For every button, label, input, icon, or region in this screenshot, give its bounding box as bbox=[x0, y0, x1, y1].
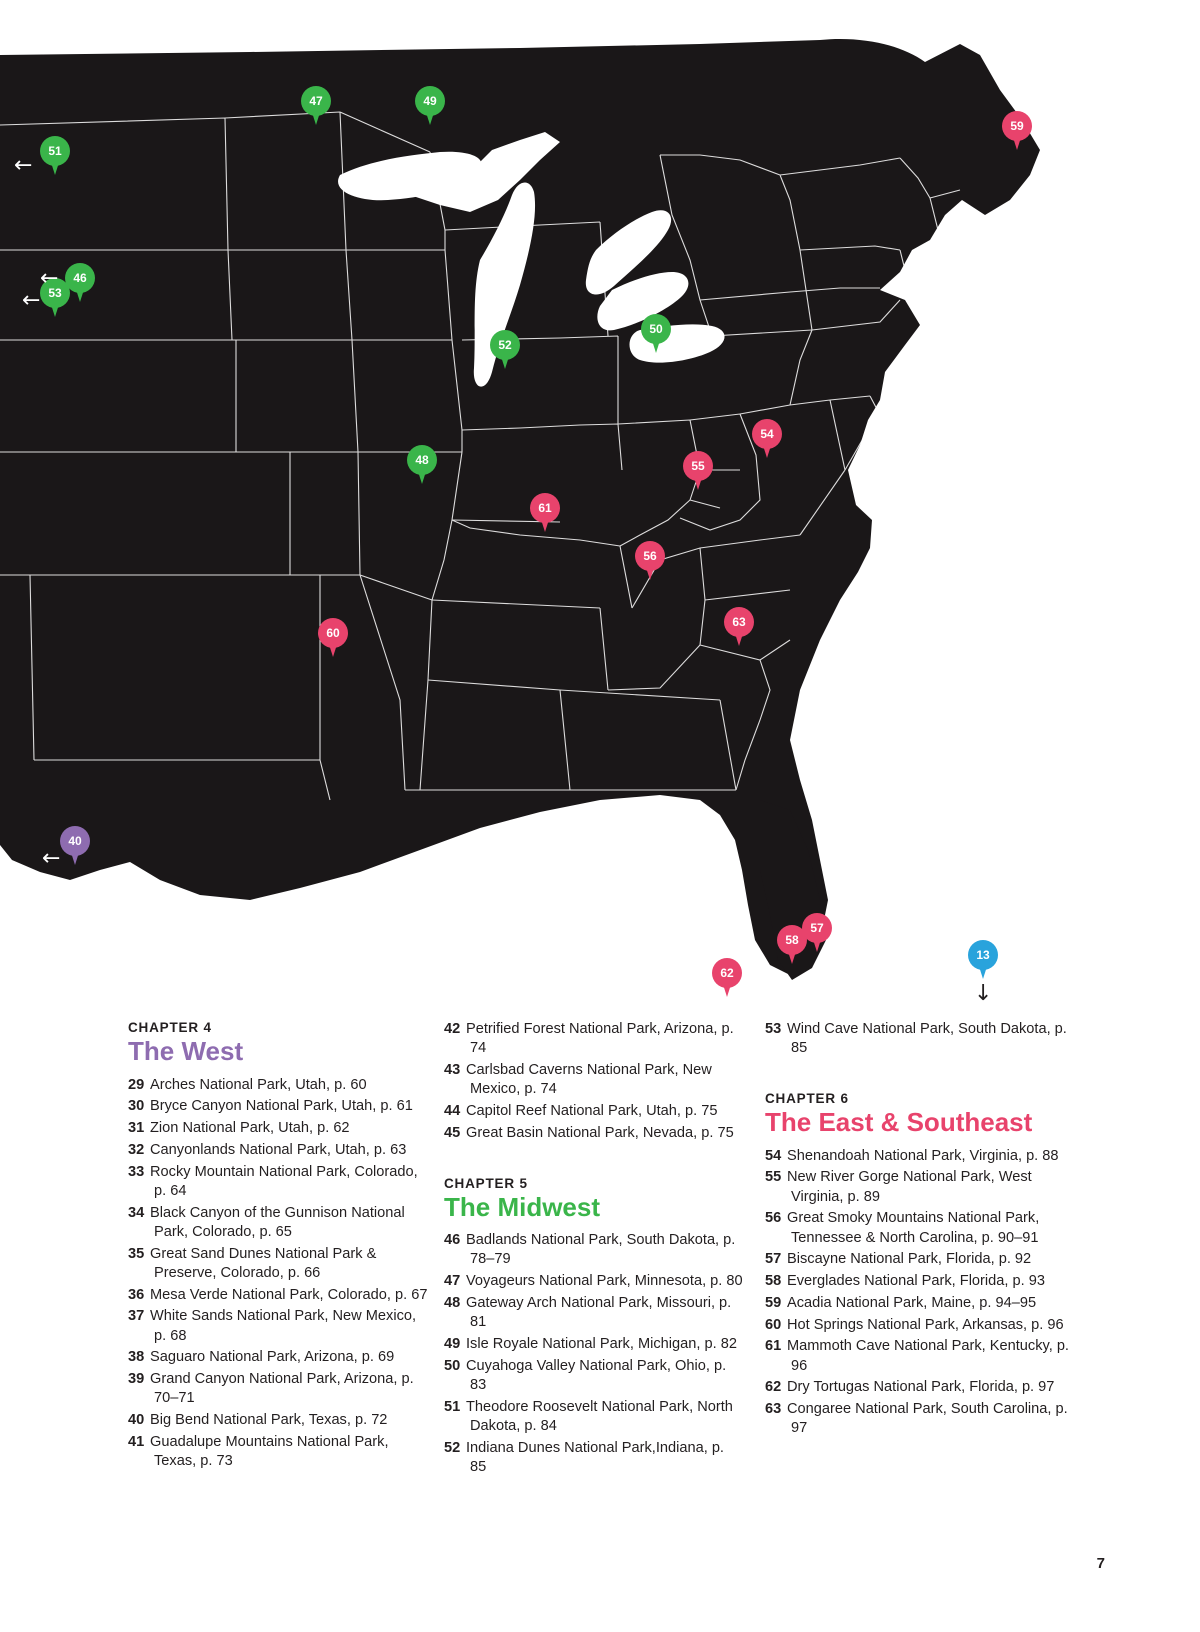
park-number: 45 bbox=[444, 1124, 461, 1141]
park-number: 62 bbox=[765, 1379, 782, 1396]
park-number: 53 bbox=[765, 1021, 782, 1037]
park-list-item bbox=[765, 1316, 1075, 1335]
arrow-from-13-icon: ↓ bbox=[974, 981, 993, 1006]
chapter6-kicker: CHAPTER 6 bbox=[765, 1091, 849, 1106]
map-pin-60[interactable] bbox=[318, 618, 348, 660]
park-list-item bbox=[444, 1124, 744, 1143]
park-label: Dry Tortugas National Park, Florida, p. 97 bbox=[787, 1379, 1055, 1396]
arrow-to-40-icon: ← bbox=[42, 846, 61, 871]
map-pin-51[interactable] bbox=[40, 136, 70, 178]
park-list-item bbox=[765, 1337, 1075, 1376]
map-pin-62[interactable] bbox=[712, 958, 742, 1000]
park-list-item bbox=[765, 1147, 1075, 1166]
map-pin-59[interactable] bbox=[1002, 111, 1032, 153]
park-label: Cuyahoga Valley National Park, Ohio, p. 83 bbox=[466, 1357, 727, 1393]
pin-number: 61 bbox=[538, 501, 552, 515]
pin-number: 13 bbox=[976, 948, 990, 962]
park-label: Black Canyon of the Gunnison National Park, Colorado, p. 65 bbox=[150, 1204, 405, 1240]
park-number: 43 bbox=[444, 1062, 461, 1078]
chapter5-park-list bbox=[444, 1231, 744, 1477]
park-list-item bbox=[444, 1102, 744, 1121]
map-pin-50[interactable] bbox=[641, 314, 671, 356]
pin-number: 51 bbox=[48, 144, 62, 158]
park-list-item bbox=[128, 1307, 428, 1346]
chapter5-title: The Midwest bbox=[444, 1191, 601, 1222]
park-list-item bbox=[128, 1245, 428, 1284]
park-label: Indiana Dunes National Park,Indiana, p. 85 bbox=[466, 1439, 724, 1475]
park-number: 46 bbox=[444, 1232, 461, 1249]
arrow-to-51-icon: ← bbox=[14, 153, 33, 178]
park-list-item bbox=[444, 1335, 744, 1354]
park-label: Acadia National Park, Maine, p. 94–95 bbox=[787, 1294, 1037, 1311]
park-label: Grand Canyon National Park, Arizona, p. 70–71 bbox=[150, 1371, 414, 1407]
park-list-item bbox=[444, 1231, 744, 1270]
park-legend bbox=[0, 1020, 1200, 1580]
map-pin-47[interactable] bbox=[301, 86, 331, 128]
park-number: 38 bbox=[128, 1349, 145, 1366]
pin-number: 55 bbox=[691, 459, 705, 473]
park-label: Capitol Reef National Park, Utah, p. 75 bbox=[466, 1103, 718, 1119]
park-number: 32 bbox=[128, 1141, 145, 1158]
park-number: 49 bbox=[444, 1335, 461, 1352]
pin-number: 40 bbox=[68, 834, 82, 848]
column2-spacer bbox=[444, 1146, 744, 1176]
pin-number: 60 bbox=[326, 626, 340, 640]
park-number: 61 bbox=[765, 1338, 782, 1355]
pin-number: 49 bbox=[423, 94, 437, 108]
park-list-item bbox=[444, 1020, 744, 1059]
pin-number: 46 bbox=[73, 271, 87, 285]
park-list-item bbox=[765, 1020, 1075, 1059]
pin-number: 48 bbox=[415, 453, 429, 467]
legend-column-1 bbox=[128, 1020, 428, 1474]
park-number: 39 bbox=[128, 1371, 145, 1388]
park-label: Shenandoah National Park, Virginia, p. 88 bbox=[787, 1147, 1059, 1164]
pin-number: 53 bbox=[48, 286, 62, 300]
park-number: 37 bbox=[128, 1308, 145, 1325]
park-number: 29 bbox=[128, 1076, 145, 1093]
park-label: Great Basin National Park, Nevada, p. 75 bbox=[466, 1124, 734, 1141]
park-list-item bbox=[128, 1204, 428, 1243]
park-number: 33 bbox=[128, 1163, 145, 1180]
legend-column-2 bbox=[444, 1020, 744, 1480]
park-list-item bbox=[128, 1286, 428, 1305]
chapter6-title: The East & Southeast bbox=[765, 1107, 1033, 1137]
park-number: 55 bbox=[765, 1169, 782, 1186]
map-landmass bbox=[0, 39, 1040, 980]
chapter4-kicker: CHAPTER 4 bbox=[128, 1020, 212, 1035]
park-label: Mesa Verde National Park, Colorado, p. 67 bbox=[150, 1286, 428, 1303]
park-label: Biscayne National Park, Florida, p. 92 bbox=[787, 1251, 1032, 1268]
column3-spacer bbox=[765, 1061, 1075, 1091]
map-pin-13[interactable] bbox=[968, 940, 998, 982]
map-pin-58[interactable] bbox=[777, 925, 807, 967]
park-label: Great Smoky Mountains National Park, Tennessee & North Carolina, p. 90–91 bbox=[787, 1210, 1040, 1246]
park-list-item bbox=[128, 1119, 428, 1138]
park-list-item bbox=[128, 1370, 428, 1409]
chapter4-park-list-continued bbox=[444, 1020, 744, 1143]
map-pin-40[interactable] bbox=[60, 826, 90, 868]
park-label: Isle Royale National Park, Michigan, p. 82 bbox=[466, 1335, 737, 1352]
park-label: Wind Cave National Park, South Dakota, p. 85 bbox=[787, 1021, 1067, 1057]
park-label: Carlsbad Caverns National Park, New Mexico, p. 74 bbox=[466, 1062, 712, 1098]
park-list-item bbox=[444, 1398, 744, 1437]
park-list-item bbox=[444, 1357, 744, 1396]
park-label: Badlands National Park, South Dakota, p. 78–79 bbox=[466, 1232, 736, 1268]
pin-number: 57 bbox=[810, 921, 824, 935]
park-list-item bbox=[765, 1250, 1075, 1269]
pin-number: 50 bbox=[649, 322, 663, 336]
map-pin-54[interactable] bbox=[752, 419, 782, 461]
chapter4-title: The West bbox=[128, 1036, 244, 1066]
park-list-item bbox=[444, 1061, 744, 1100]
park-label: Congaree National Park, South Carolina, p. 97 bbox=[787, 1401, 1068, 1437]
map-pin-48[interactable] bbox=[407, 445, 437, 487]
park-list-item bbox=[128, 1163, 428, 1202]
park-list-item bbox=[444, 1272, 744, 1291]
pin-number: 54 bbox=[760, 427, 774, 441]
park-list-item bbox=[128, 1076, 428, 1095]
park-number: 63 bbox=[765, 1401, 782, 1418]
park-label: Voyageurs National Park, Minnesota, p. 80 bbox=[466, 1273, 743, 1290]
park-list-item bbox=[444, 1294, 744, 1333]
park-label: Theodore Roosevelt National Park, North Dakota, p. 84 bbox=[466, 1398, 733, 1434]
park-number: 44 bbox=[444, 1103, 461, 1119]
park-number: 34 bbox=[128, 1204, 145, 1221]
park-list-item bbox=[765, 1209, 1075, 1248]
park-list-item bbox=[128, 1348, 428, 1367]
park-label: Hot Springs National Park, Arkansas, p. 96 bbox=[787, 1316, 1064, 1333]
chapter5-park-list-continued bbox=[765, 1020, 1075, 1059]
park-number: 41 bbox=[128, 1433, 145, 1450]
park-list-item bbox=[765, 1168, 1075, 1207]
park-number: 59 bbox=[765, 1294, 782, 1311]
park-list-item bbox=[765, 1272, 1075, 1291]
map-pin-63[interactable] bbox=[724, 607, 754, 649]
chapter4-park-list bbox=[128, 1076, 428, 1472]
park-number: 35 bbox=[128, 1245, 145, 1262]
park-number: 31 bbox=[128, 1120, 145, 1137]
park-label: Rocky Mountain National Park, Colorado, p. 64 bbox=[150, 1163, 418, 1199]
park-list-item bbox=[128, 1433, 428, 1472]
park-label: Zion National Park, Utah, p. 62 bbox=[150, 1120, 350, 1137]
park-number: 47 bbox=[444, 1273, 461, 1290]
park-list-item bbox=[444, 1439, 744, 1478]
arrow-to-46-icon: ← bbox=[40, 266, 59, 291]
pin-number: 62 bbox=[720, 966, 734, 980]
pin-number: 56 bbox=[643, 549, 657, 563]
park-list-item bbox=[765, 1378, 1075, 1397]
park-label: Guadalupe Mountains National Park, Texas, p. 73 bbox=[150, 1433, 389, 1470]
park-label: Bryce Canyon National Park, Utah, p. 61 bbox=[150, 1098, 413, 1115]
park-number: 50 bbox=[444, 1357, 461, 1374]
park-list-item bbox=[128, 1097, 428, 1116]
arrow-to-53-icon: ← bbox=[22, 288, 41, 313]
pin-number: 63 bbox=[732, 615, 746, 629]
map-pin-52[interactable] bbox=[490, 330, 520, 372]
map-pin-55[interactable] bbox=[683, 451, 713, 493]
park-number: 56 bbox=[765, 1210, 782, 1227]
park-number: 48 bbox=[444, 1294, 461, 1311]
park-label: Gateway Arch National Park, Missouri, p. 81 bbox=[466, 1294, 732, 1331]
park-label: Big Bend National Park, Texas, p. 72 bbox=[150, 1412, 388, 1429]
park-number: 57 bbox=[765, 1251, 782, 1268]
park-number: 36 bbox=[128, 1286, 145, 1303]
park-label: Great Sand Dunes National Park & Preserve, Colorado, p. 66 bbox=[150, 1245, 377, 1281]
pin-number: 52 bbox=[498, 338, 512, 352]
chapter5-kicker: CHAPTER 5 bbox=[444, 1175, 528, 1191]
park-list-item bbox=[765, 1294, 1075, 1313]
pin-number: 47 bbox=[309, 94, 323, 108]
park-number: 30 bbox=[128, 1098, 145, 1115]
map-pin-49[interactable] bbox=[415, 86, 445, 128]
park-label: Saguaro National Park, Arizona, p. 69 bbox=[150, 1349, 395, 1366]
park-label: Arches National Park, Utah, p. 60 bbox=[150, 1076, 367, 1093]
park-label: Canyonlands National Park, Utah, p. 63 bbox=[150, 1141, 407, 1158]
park-number: 60 bbox=[765, 1316, 782, 1333]
park-number: 58 bbox=[765, 1273, 782, 1290]
park-number: 40 bbox=[128, 1412, 145, 1429]
park-list-item bbox=[128, 1141, 428, 1160]
park-label: Mammoth Cave National Park, Kentucky, p. 96 bbox=[787, 1338, 1069, 1374]
pin-number: 59 bbox=[1010, 119, 1024, 133]
park-number: 51 bbox=[444, 1398, 461, 1415]
park-label: White Sands National Park, New Mexico, p. 68 bbox=[150, 1308, 417, 1344]
map-pin-61[interactable] bbox=[530, 493, 560, 535]
park-number: 54 bbox=[765, 1147, 782, 1164]
park-number: 42 bbox=[444, 1021, 461, 1037]
chapter6-park-list bbox=[765, 1147, 1075, 1439]
park-label: Everglades National Park, Florida, p. 93 bbox=[787, 1273, 1045, 1290]
park-number: 52 bbox=[444, 1439, 461, 1456]
park-label: New River Gorge National Park, West Virginia, p. 89 bbox=[787, 1169, 1032, 1205]
page-number: 7 bbox=[1096, 1555, 1105, 1572]
park-list-item bbox=[128, 1411, 428, 1430]
legend-column-3 bbox=[765, 1020, 1075, 1441]
park-list-item bbox=[765, 1400, 1075, 1439]
park-label: Petrified Forest National Park, Arizona, p. 74 bbox=[466, 1021, 734, 1057]
map-pin-56[interactable] bbox=[635, 541, 665, 583]
pin-number: 58 bbox=[785, 933, 799, 947]
